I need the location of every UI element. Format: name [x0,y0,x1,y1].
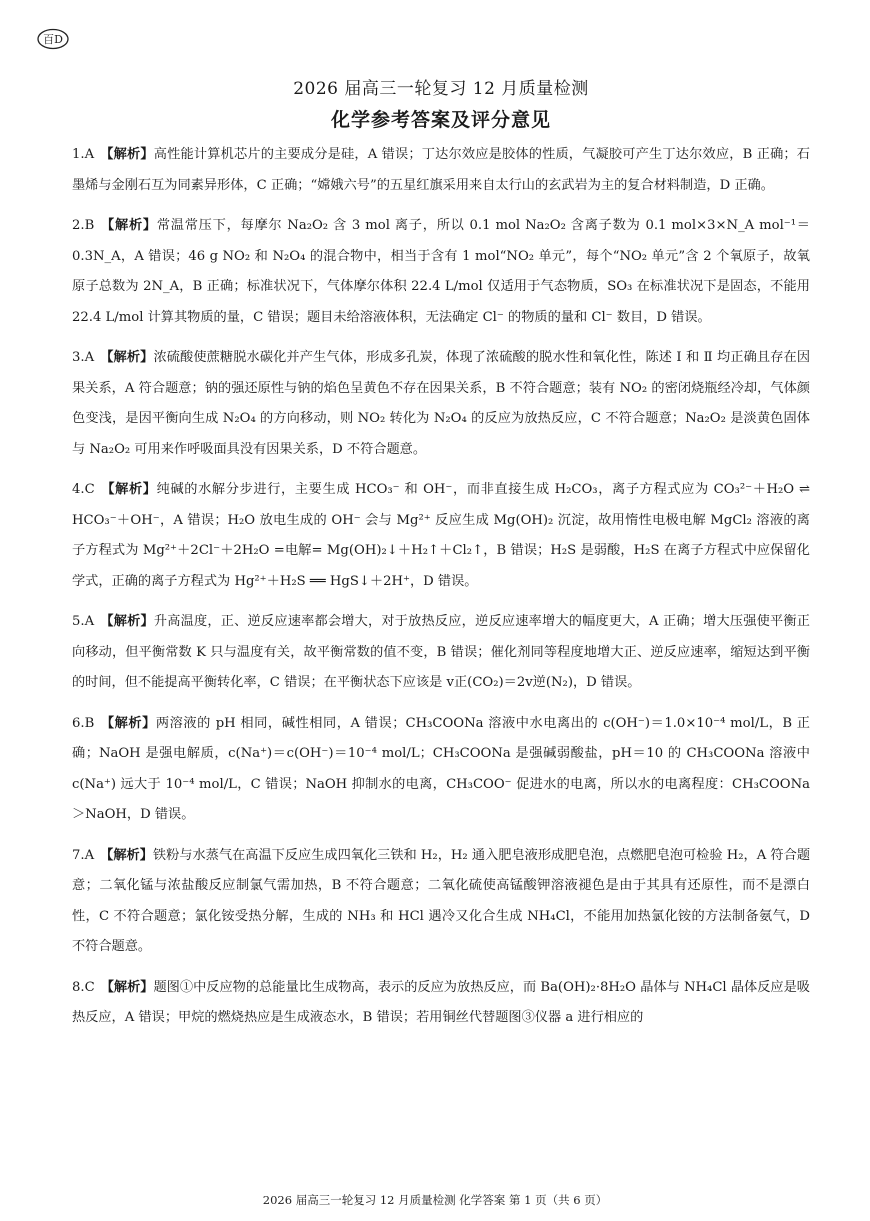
item-number: 4. [72,482,85,497]
item-answer: C [84,979,95,995]
item-number: 1. [72,147,85,162]
item-answer: C [84,482,95,497]
item-explanation: 纯碱的水解分步进行，主要生成 HCO₃⁻ 和 OH⁻，而非直接生成 H₂CO₃，离子方程式应为 CO₃²⁻＋H₂O ⇌ HCO₃⁻＋OH⁻，A 错误；H₂O 放电生成的 OH⁻ 会与 Mg²⁺ 反应生成 Mg(OH)₂ 沉淀，故用惰性电极电解 MgCl₂ 溶液的离子方程式为 Mg²⁺＋2Cl⁻＋2H₂O =电解= Mg(OH)₂↓＋H₂↑＋Cl₂↑，B 错误；H₂S 是弱酸，H₂S 在离子方程式中应保留化学式，正确的离子方程式为 Hg²⁺＋H₂S ══ HgS↓＋2H⁺，D 错误。 [72,482,810,589]
item-answer: A [84,614,95,629]
item-explanation: 常温常压下，每摩尔 Na₂O₂ 含 3 mol 离子，所以 0.1 mol Na₂O₂ 含离子数为 0.1 mol×3×N_A mol⁻¹＝0.3N_A，A 错误；46 g NO₂ 和 N₂O₄ 的混合物中，相当于含有 1 mol“NO₂ 单元”，每个“NO₂ 单元”含 2 个氧原子，故氧原子总数为 2N_A，B 正确；标准状况下，气体摩尔体积 22.4 L/mol 仅适用于气态物质，SO₃ 在标准状况下是固态，不能用 22.4 L/mol 计算其物质的量，C 错误；题目未给溶液体积，无法确定 Cl⁻ 的物质的量和 Cl⁻ 数目，D 错误。 [72,218,810,325]
analysis-tag: 【解析】 [100,482,157,497]
item-number: 5. [72,614,85,629]
item-answer: B [84,218,95,233]
item-answer: A [84,147,95,162]
answer-item-1 [72,140,810,201]
analysis-tag: 【解析】 [100,847,153,863]
analysis-tag: 【解析】 [100,715,156,731]
item-number: 6. [72,715,85,731]
answer-item-4 [72,475,810,597]
item-explanation: 浓硫酸使蔗糖脱水碳化并产生气体，形成多孔炭，体现了浓硫酸的脱水性和氧化性，陈述 Ⅰ 和 Ⅱ 均正确且存在因果关系，A 符合题意；钠的强还原性与钠的焰色呈黄色不存在因果关系，B 不符合题意；装有 NO₂ 的密闭烧瓶经冷却，气体颜色变浅，是因平衡向生成 N₂O₄ 的方向移动，则 NO₂ 转化为 N₂O₄ 的反应为放热反应，C 不符合题意；Na₂O₂ 是淡黄色固体与 Na₂O₂ 可用来作呼吸面具没有因果关系，D 不符合题意。 [72,350,811,457]
item-explanation: 高性能计算机芯片的主要成分是硅，A 错误；丁达尔效应是胶体的性质，气凝胶可产生丁达尔效应，B 正确；石墨烯与金刚石互为同素异形体，C 正确；“嫦娥六号”的五星红旗采用来自太行山的玄武岩为主的复合材料制造，D 正确。 [72,147,810,193]
item-number: 2. [72,218,85,233]
page-subtitle: 化学参考答案及评分意见 [330,109,551,131]
analysis-tag: 【解析】 [100,147,154,162]
item-number: 3. [72,350,85,365]
item-explanation: 两溶液的 pH 相同，碱性相同，A 错误；CH₃COONa 溶液中水电离出的 c(OH⁻)＝1.0×10⁻⁴ mol/L，B 正确；NaOH 是强电解质，c(Na⁺)＝c(OH⁻)＝10⁻⁴ mol/L；CH₃COONa 是强碱弱酸盐，pH＝10 的 CH₃COONa 溶液中 c(Na⁺) 远大于 10⁻⁴ mol/L，C 错误；NaOH 抑制水的电离，CH₃COO⁻ 促进水的电离，所以水的电离程度：CH₃COONa＞NaOH，D 错误。 [72,715,810,822]
item-explanation: 铁粉与水蒸气在高温下反应生成四氧化三铁和 H₂，H₂ 通入肥皂液形成肥皂泡，点燃肥皂泡可检验 H₂，A 符合题意；二氧化锰与浓盐酸反应制氯气需加热，B 不符合题意；二氧化硫使高锰酸钾溶液褪色是由于其具有还原性，而不是漂白性，C 不符合题意；氯化铵受热分解，生成的 NH₃ 和 HCl 遇冷又化合生成 NH₄Cl，不能用加热氯化铵的方法制备氨气，D 不符合题意。 [72,847,811,954]
item-number: 8. [72,979,85,995]
answer-item-6 [72,709,810,831]
answer-item-8 [72,973,810,1034]
item-explanation: 题图①中反应物的总能量比生成物高，表示的反应为放热反应，而 Ba(OH)₂·8H₂O 晶体与 NH₄Cl 晶体反应是吸热反应，A 错误；甲烷的燃烧热应是生成液态水，B 错误；若用铜丝代替题图③仪器 a 进行相应的 [72,979,810,1025]
answer-item-3 [72,343,810,465]
page-title: 2026 届高三一轮复习 12 月质量检测 [293,79,589,99]
analysis-tag: 【解析】 [100,350,154,365]
logo-text: 百D [43,33,63,46]
page-footer: 2026 届高三一轮复习 12 月质量检测 化学答案 第 1 页（共 6 页） [262,1193,608,1207]
answer-item-2 [72,211,810,333]
analysis-tag: 【解析】 [100,614,154,629]
publisher-logo [36,28,70,50]
item-explanation: 升高温度，正、逆反应速率都会增大，对于放热反应，逆反应速率增大的幅度更大，A 正确；增大压强使平衡正向移动，但平衡常数 K 只与温度有关，故平衡常数的值不变，B 错误；催化剂同等程度地增大正、逆反应速率，缩短达到平衡的时间，但不能提高平衡转化率，C 错误；在平衡状态下应该是 v正(CO₂)＝2v逆(N₂)，D 错误。 [72,614,810,690]
item-number: 7. [72,847,85,863]
answer-item-5 [72,607,810,699]
answer-item-7 [72,841,810,963]
item-answer: B [84,715,95,731]
item-answer: A [84,350,95,365]
analysis-tag: 【解析】 [100,218,157,233]
answer-list [72,140,810,1034]
analysis-tag: 【解析】 [100,979,154,995]
item-answer: A [84,847,95,863]
